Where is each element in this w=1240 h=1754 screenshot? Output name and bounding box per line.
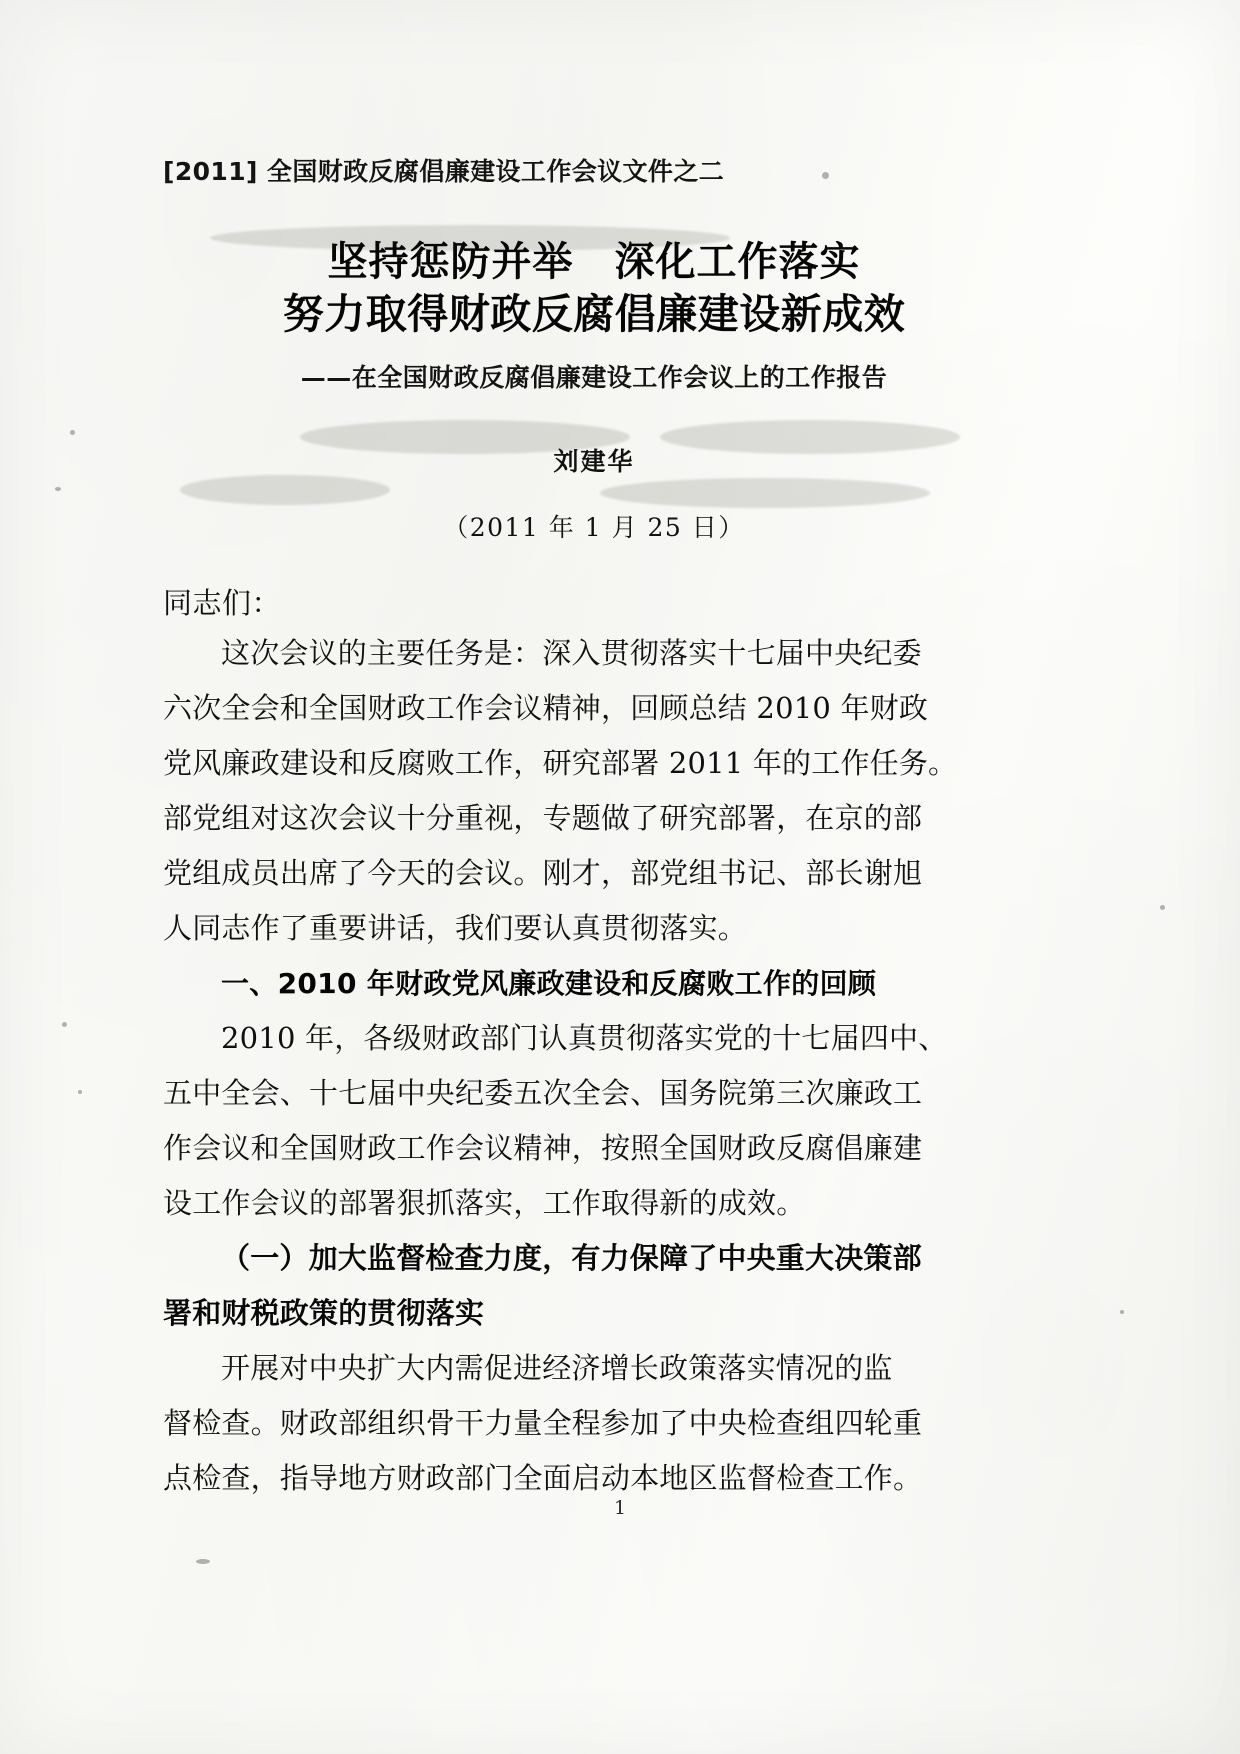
paragraph-line: 六次全会和全国财政工作会议精神，回顾总结 2010 年财政 xyxy=(163,691,929,725)
paragraph-line: 点检查，指导地方财政部门全面启动本地区监督检查工作。 xyxy=(163,1461,923,1495)
paragraph-subsection1-body xyxy=(163,1341,1025,1506)
document-subtitle: ——在全国财政反腐倡廉建设工作会议上的工作报告 xyxy=(300,363,888,392)
salutation: 同志们： xyxy=(163,586,282,620)
paragraph-line: 2010 年，各级财政部门认真贯彻落实党的十七届四中、 xyxy=(221,1021,948,1055)
section-heading-1: 一、2010 年财政党风廉政建设和反腐败工作的回顾 xyxy=(221,967,877,1000)
scan-speck xyxy=(1120,1310,1124,1314)
paragraph-line: 人同志作了重要讲话，我们要认真贯彻落实。 xyxy=(163,911,748,945)
paragraph-line: 党风廉政建设和反腐败工作，研究部署 2011 年的工作任务。 xyxy=(163,746,958,780)
paragraph-opening xyxy=(163,626,1025,956)
paragraph-line: 开展对中央扩大内需促进经济增长政策落实情况的监 xyxy=(221,1351,893,1385)
scan-speck xyxy=(1160,905,1165,910)
paragraph-line: 设工作会议的部署狠抓落实，工作取得新的成效。 xyxy=(163,1186,806,1220)
document-author: 刘建华 xyxy=(553,447,635,476)
scan-speck xyxy=(70,430,75,435)
scan-speck xyxy=(78,1090,82,1094)
scan-speck xyxy=(62,1022,67,1027)
document-title-line-2: 努力取得财政反腐倡廉建设新成效 xyxy=(282,290,906,338)
subsection-heading-line: （一）加大监督检查力度，有力保障了中央重大决策部 xyxy=(221,1241,922,1275)
paragraph-line: 这次会议的主要任务是：深入贯彻落实十七届中央纪委 xyxy=(221,636,922,670)
paragraph-line: 督检查。财政部组织骨干力量全程参加了中央检查组四轮重 xyxy=(163,1406,923,1440)
subsection-heading-1 xyxy=(163,1231,1025,1341)
scan-speck xyxy=(196,1559,210,1564)
paragraph-section1-intro xyxy=(163,1011,1025,1231)
page-number: 1 xyxy=(613,1497,627,1519)
document-body xyxy=(163,0,1025,1506)
document-title-line-1: 坚持惩防并举 深化工作落实 xyxy=(327,239,861,285)
subsection-heading-line: 署和财税政策的贯彻落实 xyxy=(163,1296,485,1330)
paragraph-line: 作会议和全国财政工作会议精神，按照全国财政反腐倡廉建 xyxy=(163,1131,923,1165)
document-date: （2011 年 1 月 25 日） xyxy=(443,513,745,542)
document-header-line: [2011] 全国财政反腐倡廉建设工作会议文件之二 xyxy=(163,157,725,186)
paragraph-line: 党组成员出席了今天的会议。刚才，部党组书记、部长谢旭 xyxy=(163,856,923,890)
paragraph-line: 五中全会、十七届中央纪委五次全会、国务院第三次廉政工 xyxy=(163,1076,923,1110)
paragraph-line: 部党组对这次会议十分重视，专题做了研究部署，在京的部 xyxy=(163,801,923,835)
scan-speck xyxy=(55,487,61,491)
title-block xyxy=(163,236,1025,340)
